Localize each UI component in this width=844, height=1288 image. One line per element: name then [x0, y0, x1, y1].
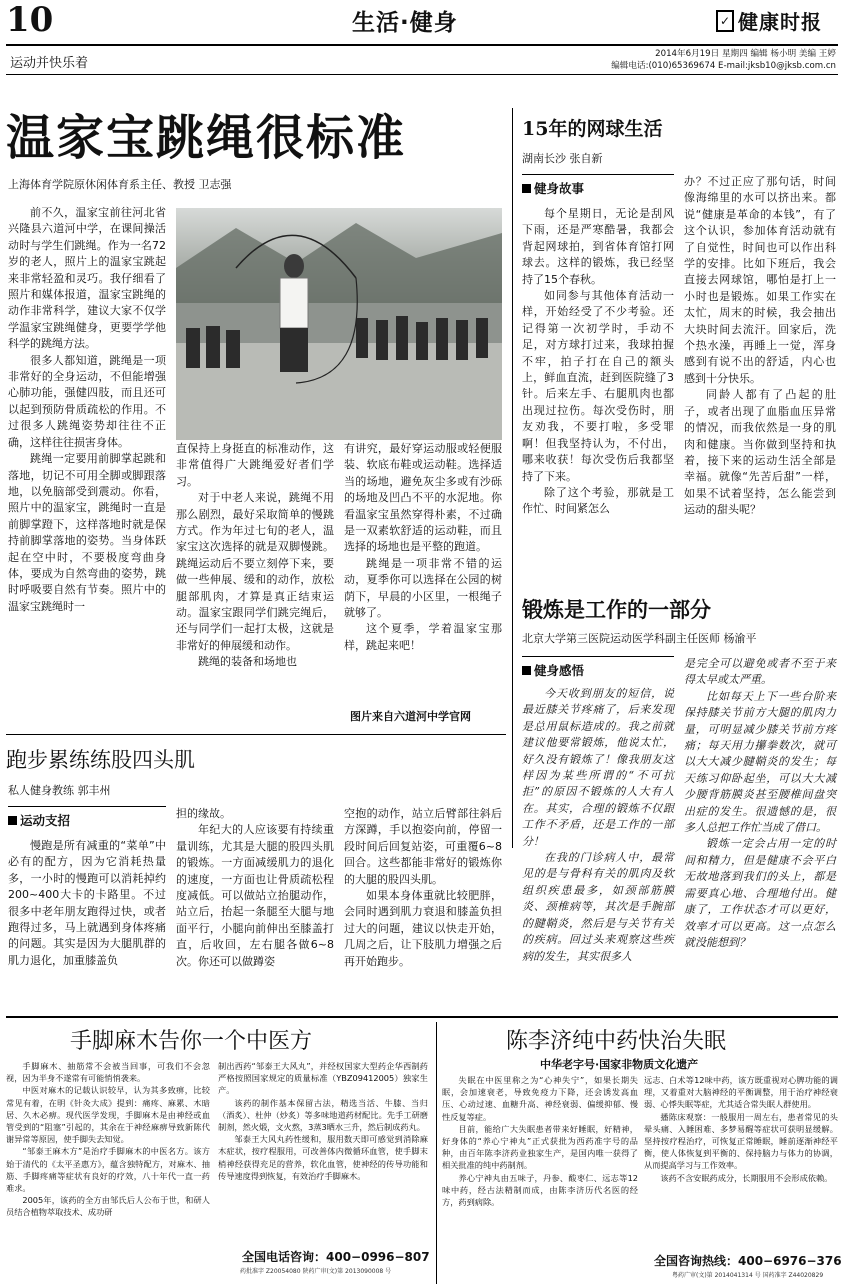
paragraph: 比如每天上下一些台阶来保持膝关节前方大腿的肌肉力量，可明显减少膝关节前方疼痛；每天用力攥拳数次，就可以大大减少腱鞘炎的发生；每天练习仰卧起坐，可以大大减少腰背筋膜炎甚至腰椎间盘突出症的发生。很遗憾的是，很多人总把工作忙当成了借口。	[684, 689, 836, 835]
issue-meta	[611, 48, 836, 72]
paragraph: 远志、白术等12味中药，该方既重视对心脾功能的调理，又着重对大脑神经的平衡调整，用于治疗神经衰弱、心悸失眠等症，尤其适合常失眠人群使用。	[644, 1075, 838, 1110]
ad2-hotline: 全国咨询热线：400−6976−376	[654, 1254, 842, 1268]
ad2-title: 陈李济纯中药快治失眠	[506, 1029, 727, 1054]
paragraph: “邹泰王麻木方”是治疗手脚麻木的中医名方。该方始于清代的《太平圣惠方》，蕴含独特配方，对麻木、抽筋、手脚疼痛等症状有良好的疗效，八十年代一直一药难求。	[6, 1146, 210, 1194]
paper-logo	[716, 6, 822, 35]
square-bullet-icon	[8, 816, 17, 825]
paragraph: 每个星期日，无论是刮风下雨，还是严寒酷暑，我都会背起网球拍，到省体育馆打网球去。这样的锻炼，我已经坚持了15个春秋。	[522, 207, 674, 286]
paragraph: 在我的门诊病人中，最常见的是与骨科有关的肌肉及软组织疾患最多，如颈部筋膜炎、颈椎病等，其次是手腕部的腱鞘炎，然后是与关节有关的疾病。回过头来观察这些疾病的发生，其实很多人	[522, 851, 674, 963]
ad1-column-2	[218, 1060, 428, 1238]
article3-title: 锻炼是工作的一部分	[522, 597, 711, 622]
article4-byline: 私人健身教练 郭丰州	[8, 784, 111, 797]
paragraph: 除了这个考验，那就是工作忙、时间紧怎么	[522, 485, 674, 516]
paragraph: 2005年，该药的全方由邹氏后人公布于世，和研人员结合植物萃取技术、成功研	[6, 1195, 210, 1218]
photo-credit: 图片来自六道河中学官网	[350, 710, 471, 723]
paragraph: 跳绳是一项非常不错的运动，夏季你可以选择在公园的树荫下，早晨的小区里，一根绳子就够了。	[344, 556, 502, 620]
ad1-fine-print: 药批准字 Z20054080 陕药广审(文)第 2013090008 号	[240, 1268, 392, 1275]
article4-column-1	[8, 838, 166, 1010]
article2-section-label	[522, 174, 674, 197]
article1-column-1	[8, 205, 166, 727]
paragraph: 邹泰王大风丸药性缓和，服用数天即可感觉到消除麻木症状，按疗程服用，可改善体内微循环血管，使手脚末梢神经获得充足的营养，软化血管，使神经的传导功能和传导速度得到恢复，有效治疗手脚麻木。	[218, 1134, 428, 1181]
paragraph: 这个夏季，学着温家宝那样，跳起来吧！	[344, 622, 502, 652]
article4-column-3	[344, 806, 502, 1010]
issue-date-editor: 2014年6月19日 星期四 编辑 杨小明 美编 王婷	[655, 49, 836, 59]
paragraph: 中医对麻木的记载认识较早，认为其多致痹，比较常见有着，在明《针灸大成》提到：痛疼、麻累、木暗居、久木必痹。现代医学发现，手脚麻木是由神经或血管受到的“阻塞”引起的，其余在于神经麻痹导致新陈代谢异常等原因，使手脚失去知觉。	[6, 1085, 210, 1145]
paragraph: 养心宁神丸由五味子，丹参、酸枣仁、远志等12味中药，经古法精制而成，由陈李济历代名医的经方，药到病除。	[442, 1172, 638, 1208]
article2-byline: 湖南长沙 张自新	[522, 152, 603, 165]
article1-title: 温家宝跳绳很标准	[6, 110, 407, 166]
paragraph: 如同参与其他体育活动一样，开始经受了不少考验。还记得第一次初学时，手动不足，对方球打过来，我球拍握不牢，拍子打在自己的额头上，鲜血直流，赶到医院缝了3针。后来左手、右腿肌肉也都出现过拉伤。每次受伤时，朋友劝我，不要打啦，多受罪啊！但我坚持认为，不付出，哪来收获！每次受伤后我都坚持了下来。	[522, 289, 674, 483]
article3-column-1	[522, 686, 674, 963]
paragraph: 直保持上身挺直的标准动作，这非常值得广大跳绳爱好者们学习。	[176, 442, 334, 488]
editor-contact: 编辑电话:(010)65369674 E-mail:jksb10@jksb.com.cn	[611, 61, 836, 71]
paper-logo-icon: ✓	[716, 10, 734, 32]
article1-byline: 上海体育学院原休闲体育系主任、教授 卫志强	[8, 178, 232, 191]
article4-title: 跑步累练练股四头肌	[6, 748, 195, 772]
paragraph: 今天收到朋友的短信，说最近膝关节疼痛了，后来发现是总用鼠标造成的。我之前就建议他要常锻炼，他说太忙，好久没有锻炼了！像我朋友这样因为某些所谓的“不可抗拒”的原因不锻炼的人大有人在。其实，合理的锻炼不仅跟工作不矛盾，还是工作的一部分！	[522, 687, 674, 848]
paragraph: 空抱的动作，站立后臂部往斜后方深蹲，手以抱姿向前，停留一段时间后回复站姿，可重覆6~8回合。这些都能非常好的锻炼你的大腿的股四头肌。	[344, 807, 502, 886]
article3-column-2	[684, 656, 836, 949]
section-label-text: 健身故事	[534, 181, 585, 196]
paragraph: 是完全可以避免或者不至于来得太早或太严重。	[684, 657, 836, 687]
square-bullet-icon	[522, 184, 531, 193]
article1-photo	[176, 208, 502, 440]
ad2-column-1	[442, 1074, 638, 1280]
jump-rope-photo-illustration	[176, 208, 502, 440]
paragraph: 失眠在中医里称之为“心神失宁”，如果长期失眠，会加速衰老，导致免疫力下降，还会诱发高血压、心动过速、血糖升高、神经衰弱、偏缓抑郁、慢性反复等症。	[442, 1075, 638, 1122]
article3-byline: 北京大学第三医院运动医学科副主任医师 杨渝平	[522, 632, 757, 645]
paragraph: 该药不含安眠药成分，长期服用不会形成依赖。	[660, 1172, 833, 1183]
paragraph: 很多人都知道，跳绳是一项非常好的全身运动，不但能增强心肺功能，强健四肢，而且还可以起到预防骨质疏松的作用。不过很多人跳绳姿势却往往不正确，这样往往损害身体。	[8, 353, 166, 449]
paragraph: 跳绳一定要用前脚掌起跳和落地，切记不可用全脚或脚跟落地，以免脑部受到震动。你看，照片中的温家宝，跳绳时一直是前脚掌蹬下，这样落地时就是保持前脚掌落地的姿势。当身体跃起在空中时，不要极度弯曲身体，要成为自然弯曲的姿势，跳时呼吸要自然有节奏。照片中的温家宝跳绳时一	[8, 452, 166, 613]
paragraph: 制出西药“邹泰王大风丸”，并经权国家大型药企华西制药严格按照国家规定的质量标准（YBZ09412005）独家生产。	[218, 1061, 428, 1096]
article2-column-2	[684, 174, 836, 576]
article2-title: 15年的网球生活	[522, 118, 663, 140]
section-label-text: 运动支招	[20, 813, 71, 828]
paragraph: 办？不过正应了那句话，时间像海绵里的水可以挤出来。都说“健康是革命的本钱”，有了这个认识，参加体育活动就有了自觉性，时间也可以作出科学的安排。比如下班后，我会直接去网球馆，哪怕是打上一小时也是锻炼。如果工作实在太忙，周末的时候，我会抽出大块时间去流汗。回家后，洗个热水澡，再睡上一觉，浑身感到有说不出的舒适，内心也感到十分快乐。	[684, 175, 836, 385]
paragraph: 该药的制作基本保留古法，精选当活、牛膝、当归（酒炙）、杜仲（炒炙）等多味地道药材配比。先手工研磨制剂，然火煅，文火熬，3蒸3晒水三升，然后制成药丸。	[218, 1097, 428, 1133]
paragraph: 前不久，温家宝前往河北省兴隆县六道河中学，在课间操活动时与学生们跳绳。作为一名72岁的老人，照片上的温家宝跳起来非常轻盈和灵巧。我仔细看了照片和媒体报道，温家宝跳绳的动作非常科学，建议大家不仅学学温家宝跳绳健身，更要学学他科学的跳绳方法。	[8, 206, 166, 351]
paragraph: 同龄人都有了凸起的肚子，或者出现了血脂血压异常的情况，而我依然是一身的肌肉和健康。当你做到坚持和执着，接下来的运动生活全部是幸福。就像“先苦后甜”一样，如果不试着坚持，怎么能尝到运动的甜头呢？	[684, 388, 836, 517]
paragraph: 担的缘故。	[176, 807, 231, 820]
paragraph: 播陈床观察：一般服用一周左右，患者常见的头晕头痛、入睡困难、多梦易醒等症状可获明显缓解。坚持按疗程治疗，可恢复正常睡眠，睡前逐渐神经平衡，使人体恢复到平衡的、保持脑力与体力的协调，从而提高学习与工作效率。	[644, 1111, 838, 1171]
paper-name: 健康时报	[738, 10, 822, 34]
ad1-title: 手脚麻木告你一个中医方	[70, 1029, 313, 1054]
ad1-hotline: 全国电话咨询：400−0996−807	[242, 1250, 430, 1264]
ad1-column-1	[6, 1060, 210, 1276]
article4-section-label	[8, 806, 166, 829]
paragraph: 目前，能给广大失眠患者带来好睡眠，好精神，好身体的“养心宁神丸”正式获批为西药准字号的品种，由百年陈李济药业独家生产，是国内唯一获得了相关批准的纯中药制剂。	[442, 1123, 638, 1171]
paragraph: 手脚麻木、抽筋常不会被当回事，可我们不会忽视，因为半身不遂常有可能悄悄袭来。	[6, 1061, 210, 1084]
article3-section-label	[522, 656, 674, 679]
article4-column-2	[176, 806, 334, 1010]
section-title: 生活·健身	[352, 10, 458, 36]
square-bullet-icon	[522, 666, 531, 675]
paragraph: 慢跑是所有减重的“菜单”中必有的配方，因为它消耗热量多，一小时的慢跑可以消耗掉约200~400大卡的卡路里。不过很多中老年朋友跑得过快，或者跑得过多，马上就遇到身体疼痛的问题。其实是因为大腿肌群的肌力退化，加重膝盖负	[8, 839, 166, 967]
paragraph: 跳绳的装备和场地也	[198, 655, 297, 669]
paragraph: 锻炼一定会占用一定的时间和精力，但是健康不会平白无故地落到我们的头上，都是需要真心地、合理地付出。健康了，工作状态才可以更好，效率才可以更高。这一点怎么就没能想到？	[684, 837, 836, 949]
paragraph: 有讲究，最好穿运动服或轻便服装、软底布鞋或运动鞋。选择适当的场地，避免灰尘多或有沙砾的场地及凹凸不平的水泥地。你看温家宝虽然穿得朴素，不过确是一双素软舒适的运动鞋，而且选择的场地也是平整的跑道。	[344, 442, 502, 554]
ad2-subtitle: 中华老字号·国家非物质文化遗产	[540, 1058, 699, 1071]
paragraph: 对于中老人来说，跳绳不用那么剧烈，最好采取简单的慢跳方式。作为年过七旬的老人，温家宝这次选择的就是双脚慢跳。跳绳运动后不要立刻停下来，要做一些伸展、缓和的动作，放松腿部肌肉，才算是真正结束运动。温家宝跟同学们跳完绳后，还与同学们一起打太极，这就是非常好的伸展缓和动作。	[176, 491, 334, 652]
ad2-fine-print: 粤药广审(文)第 2014041314 号 国药准字 Z44020829	[672, 1272, 824, 1279]
page-number: 10	[6, 0, 54, 40]
paragraph: 年纪大的人应该要有持续重量训练，尤其是大腿的股四头肌的锻炼。一方面减缓肌力的退化的速度，一方面也让骨质疏松程度减低。可以做站立抬腿动作，站立后，抬起一条腿至大腿与地面平行，小腿向前伸出至膝盖打直，后收回，左右腿各做6~8次。你还可以做蹲姿	[176, 823, 334, 968]
article1-column-3	[344, 441, 502, 711]
paragraph: 如果本身体重就比较肥胖，会同时遇到肌力衰退和膝盖负担过大的问题，建议以快走开始，几周之后，让下肢肌力增强之后再开始跑步。	[344, 889, 502, 968]
ad2-column-2	[644, 1074, 838, 1224]
column-tag: 运动并快乐着	[10, 56, 89, 71]
article2-column-1	[522, 206, 674, 576]
article1-column-2	[176, 441, 334, 727]
section-label-text: 健身感悟	[534, 663, 585, 678]
